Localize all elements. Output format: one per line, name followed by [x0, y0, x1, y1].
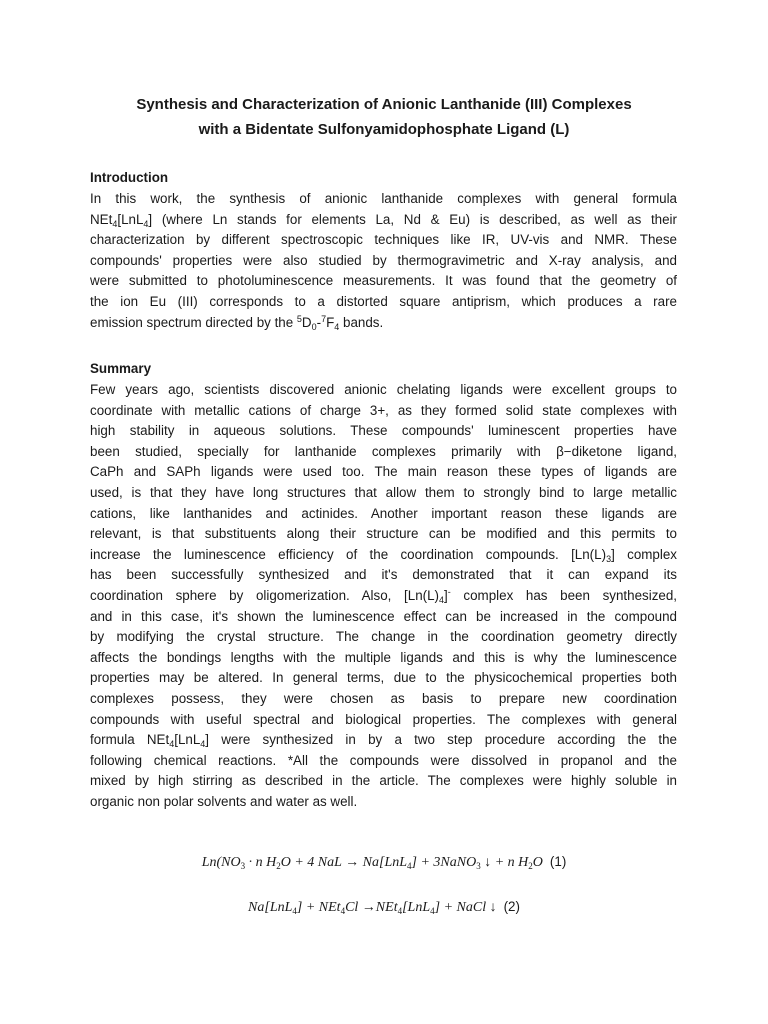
equation-2-number: (2) — [503, 899, 520, 914]
title-line-2: with a Bidentate Sulfonyamidophosphate Ligand (L) — [198, 121, 570, 138]
summary-line: CaPh and SAPh ligands were used too. The main reason these types of ligands are — [90, 464, 677, 480]
equation-2: Na[LnL$_4$] + NEt$_4$Cl →NEt$_4$[LnL$_4$] + NaCl ↓ (2) — [248, 899, 520, 916]
summary-line: mixed by high stirring as described in the article. The complexes were highly soluble in — [90, 773, 677, 789]
summary-line: following chemical reactions. *All the compounds were dissolved in propanol and the — [90, 752, 677, 768]
summary-line: coordinate with metallic cations of charge 3+, as they formed solid state complexes with — [90, 402, 677, 418]
summary-line: high stability in aqueous solutions. These compounds' luminescent properties have — [90, 423, 677, 439]
intro-line: compounds' properties were also studied by thermogravimetric and X-ray analysis, and — [90, 252, 677, 268]
summary-line: Few years ago, scientists discovered anionic chelating ligands were excellent groups to — [90, 382, 677, 397]
summary-line: has been successfully synthesized and it's demonstrated that it can expand its — [90, 567, 677, 583]
summary-line: used, is that they have long structures that allow them to strongly bind to large metallic — [90, 484, 677, 500]
intro-line: were submitted to photoluminescence measurements. It was found that the geometry of — [90, 273, 677, 289]
intro-line: In this work, the synthesis of anionic lanthanide complexes with general formula — [90, 191, 677, 206]
summary-heading: Summary — [90, 361, 152, 376]
summary-line: cations, like lanthanides and actinides. Another important reason these ligands are — [90, 505, 677, 521]
summary-line: complexes possess, they were chosen as basis to prepare new coordination — [90, 690, 677, 706]
summary-paragraph — [90, 380, 677, 812]
summary-line: by modifying the crystal structure. The change in the coordination geometry directly — [90, 629, 677, 645]
summary-line: organic non polar solvents and water as well. — [90, 793, 358, 809]
document-title — [60, 92, 708, 142]
intro-line: characterization by different spectroscopic techniques like IR, UV-vis and NMR. These — [90, 232, 677, 248]
summary-line: properties may be altered. In general terms, due to the physicochemical properties both — [90, 670, 677, 686]
intro-line: emission spectrum directed by the $^5D_0-^7F_4$ bands. — [90, 313, 384, 332]
intro-line: NEt$_4$[LnL$_4$] (where Ln stands for elements La, Nd & Eu) is described, as well as their — [90, 211, 677, 229]
summary-line: increase the luminescence efficiency of the coordination compounds. $[Ln(L)_3]$ complex — [90, 546, 677, 564]
summary-line: formula NEt$_4$[LnL$_4$] were synthesized in by a two step procedure according the the — [90, 732, 677, 750]
equation-1: $Ln(NO_3 \cdot n$ $H_2O + 4$ NaL → Na[LnL$_4$] + 3NaNO$_3$ ↓ + n $H_2O$ (1) — [201, 854, 567, 871]
introduction-paragraph — [90, 189, 677, 333]
summary-line: coordination sphere by oligomerization. Also, $[Ln(L)_4]^-$ complex has been synthesized, — [90, 586, 678, 605]
introduction-heading: Introduction — [90, 170, 169, 185]
summary-line: relevant, is that substituents along their structure can be modified and this permits to — [90, 526, 677, 542]
intro-line: the ion Eu (III) corresponds to a distorted square antiprism, which produces a rare — [90, 293, 677, 309]
summary-line: been studied, specially for lanthanide complexes primarily with β−diketone ligand, — [90, 443, 677, 459]
summary-line: and in this case, it's shown the luminescence effect can be increased in the compound — [90, 608, 677, 624]
summary-line: compounds with useful spectral and biological properties. The complexes with general — [90, 711, 677, 727]
equation-1-number: (1) — [549, 854, 567, 869]
summary-line: affects the bondings lengths with the multiple ligands and this is why the luminescence — [90, 649, 677, 665]
title-line-1: Synthesis and Characterization of Anionic Lanthanide (III) Complexes — [136, 96, 632, 113]
